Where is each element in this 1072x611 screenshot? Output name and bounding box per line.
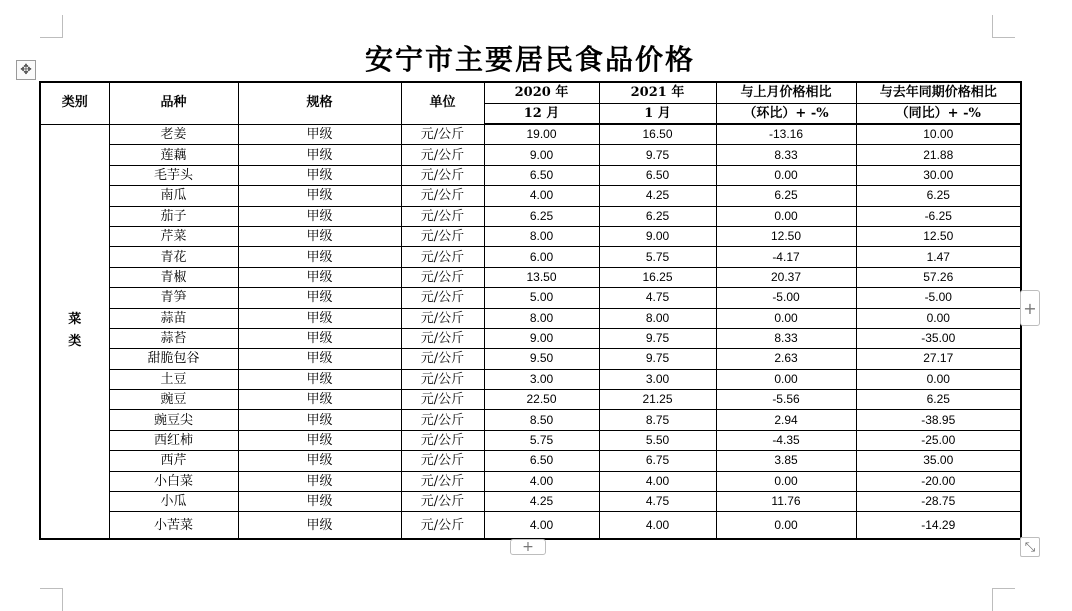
mom-change-cell: 12.50 <box>716 226 856 246</box>
spec-cell: 甲级 <box>238 512 401 540</box>
mom-change-cell: 11.76 <box>716 492 856 512</box>
spec-cell: 甲级 <box>238 328 401 348</box>
yoy-change-cell: 0.00 <box>856 308 1021 328</box>
prev-price-cell: 22.50 <box>484 390 599 410</box>
spec-cell: 甲级 <box>238 145 401 165</box>
table-move-handle[interactable] <box>16 60 36 80</box>
table-row <box>40 124 1021 145</box>
cur-price-cell: 9.75 <box>599 349 716 369</box>
unit-cell: 元/公斤 <box>401 410 484 430</box>
variety-cell: 青花 <box>109 247 238 267</box>
category-label-line1: 菜 <box>68 312 82 328</box>
unit-cell: 元/公斤 <box>401 247 484 267</box>
unit-cell: 元/公斤 <box>401 226 484 246</box>
variety-cell: 西芹 <box>109 451 238 471</box>
yoy-change-cell: 12.50 <box>856 226 1021 246</box>
prev-price-cell: 4.00 <box>484 471 599 491</box>
prev-price-cell: 8.00 <box>484 308 599 328</box>
mom-change-cell: 2.94 <box>716 410 856 430</box>
mom-change-cell: -4.35 <box>716 430 856 450</box>
plus-icon: + <box>1023 298 1037 318</box>
yoy-change-cell: 6.25 <box>856 390 1021 410</box>
cur-price-cell: 4.00 <box>599 471 716 491</box>
header-category: 类别 <box>40 82 109 124</box>
yoy-change-cell: -38.95 <box>856 410 1021 430</box>
mom-change-cell: 6.25 <box>716 186 856 206</box>
unit-cell: 元/公斤 <box>401 186 484 206</box>
cur-price-cell: 9.75 <box>599 328 716 348</box>
prev-price-cell: 9.00 <box>484 145 599 165</box>
variety-cell: 小瓜 <box>109 492 238 512</box>
table-row <box>40 226 1021 246</box>
mom-change-cell: 8.33 <box>716 328 856 348</box>
header-mom-line1: 与上月价格相比 <box>716 82 856 104</box>
prev-price-cell: 6.00 <box>484 247 599 267</box>
prev-price-cell: 5.75 <box>484 430 599 450</box>
prev-price-cell: 9.50 <box>484 349 599 369</box>
yoy-change-cell: -14.29 <box>856 512 1021 540</box>
spec-cell: 甲级 <box>238 410 401 430</box>
add-row-button[interactable] <box>510 539 546 555</box>
mom-change-cell: -4.17 <box>716 247 856 267</box>
table-row <box>40 471 1021 491</box>
page-title: 安宁市主要居民食品价格 <box>364 43 695 76</box>
resize-diagonal-icon: ⤡ <box>1024 539 1036 555</box>
yoy-change-cell: -28.75 <box>856 492 1021 512</box>
variety-cell: 芹菜 <box>109 226 238 246</box>
prev-price-cell: 5.00 <box>484 288 599 308</box>
table-body <box>40 124 1021 539</box>
cur-price-cell: 9.75 <box>599 145 716 165</box>
mom-change-cell: 0.00 <box>716 165 856 185</box>
prev-price-cell: 9.00 <box>484 328 599 348</box>
table-row <box>40 247 1021 267</box>
header-yoy-line2: （同比）+ -% <box>856 104 1021 125</box>
mom-change-cell: 2.63 <box>716 349 856 369</box>
spec-cell: 甲级 <box>238 471 401 491</box>
prev-price-cell: 19.00 <box>484 124 599 145</box>
prev-price-cell: 3.00 <box>484 369 599 389</box>
yoy-change-cell: 35.00 <box>856 451 1021 471</box>
cur-price-cell: 6.50 <box>599 165 716 185</box>
page-corner-mark-bottom-left <box>40 588 63 611</box>
table-row <box>40 369 1021 389</box>
spec-cell: 甲级 <box>238 451 401 471</box>
mom-change-cell: 3.85 <box>716 451 856 471</box>
cur-price-cell: 4.25 <box>599 186 716 206</box>
header-mom-line2: （环比）+ -% <box>716 104 856 125</box>
table-row <box>40 267 1021 287</box>
mom-change-cell: 8.33 <box>716 145 856 165</box>
cur-price-cell: 4.00 <box>599 512 716 540</box>
unit-cell: 元/公斤 <box>401 124 484 145</box>
variety-cell: 青椒 <box>109 267 238 287</box>
spec-cell: 甲级 <box>238 308 401 328</box>
add-column-button[interactable] <box>1020 290 1040 326</box>
mom-change-cell: -5.00 <box>716 288 856 308</box>
cur-price-cell: 16.25 <box>599 267 716 287</box>
yoy-change-cell: -5.00 <box>856 288 1021 308</box>
variety-cell: 西红柿 <box>109 430 238 450</box>
mom-change-cell: 0.00 <box>716 512 856 540</box>
price-table <box>39 81 1022 540</box>
cur-price-cell: 9.00 <box>599 226 716 246</box>
yoy-change-cell: 0.00 <box>856 369 1021 389</box>
spec-cell: 甲级 <box>238 186 401 206</box>
cur-price-cell: 6.75 <box>599 451 716 471</box>
cur-price-cell: 8.75 <box>599 410 716 430</box>
unit-cell: 元/公斤 <box>401 451 484 471</box>
prev-price-cell: 6.25 <box>484 206 599 226</box>
cur-price-cell: 5.50 <box>599 430 716 450</box>
unit-cell: 元/公斤 <box>401 349 484 369</box>
unit-cell: 元/公斤 <box>401 288 484 308</box>
table-row <box>40 288 1021 308</box>
variety-cell: 小苦菜 <box>109 512 238 540</box>
variety-cell: 土豆 <box>109 369 238 389</box>
table-row <box>40 145 1021 165</box>
table-row <box>40 492 1021 512</box>
header-spec: 规格 <box>238 82 401 124</box>
spec-cell: 甲级 <box>238 390 401 410</box>
yoy-change-cell: 30.00 <box>856 165 1021 185</box>
page-corner-mark-bottom-right <box>992 588 1015 611</box>
mom-change-cell: 0.00 <box>716 308 856 328</box>
yoy-change-cell: -25.00 <box>856 430 1021 450</box>
table-row <box>40 410 1021 430</box>
unit-cell: 元/公斤 <box>401 512 484 540</box>
unit-cell: 元/公斤 <box>401 369 484 389</box>
spec-cell: 甲级 <box>238 492 401 512</box>
spec-cell: 甲级 <box>238 349 401 369</box>
unit-cell: 元/公斤 <box>401 390 484 410</box>
mom-change-cell: 0.00 <box>716 471 856 491</box>
cur-price-cell: 4.75 <box>599 288 716 308</box>
yoy-change-cell: -35.00 <box>856 328 1021 348</box>
table-row <box>40 451 1021 471</box>
prev-price-cell: 8.00 <box>484 226 599 246</box>
spec-cell: 甲级 <box>238 430 401 450</box>
mom-change-cell: 0.00 <box>716 369 856 389</box>
spec-cell: 甲级 <box>238 369 401 389</box>
table-row <box>40 186 1021 206</box>
cur-price-cell: 3.00 <box>599 369 716 389</box>
table-row <box>40 206 1021 226</box>
variety-cell: 小白菜 <box>109 471 238 491</box>
header-unit: 单位 <box>401 82 484 124</box>
variety-cell: 豌豆 <box>109 390 238 410</box>
cur-price-cell: 21.25 <box>599 390 716 410</box>
variety-cell: 蒜苗 <box>109 308 238 328</box>
variety-cell: 蒜苔 <box>109 328 238 348</box>
unit-cell: 元/公斤 <box>401 206 484 226</box>
unit-cell: 元/公斤 <box>401 430 484 450</box>
table-resize-handle[interactable] <box>1020 537 1040 557</box>
mom-change-cell: 20.37 <box>716 267 856 287</box>
cur-price-cell: 16.50 <box>599 124 716 145</box>
header-prev-year: 2020 年 <box>484 82 599 104</box>
yoy-change-cell: 21.88 <box>856 145 1021 165</box>
unit-cell: 元/公斤 <box>401 471 484 491</box>
prev-price-cell: 13.50 <box>484 267 599 287</box>
header-yoy-line1: 与去年同期价格相比 <box>856 82 1021 104</box>
unit-cell: 元/公斤 <box>401 492 484 512</box>
variety-cell: 甜脆包谷 <box>109 349 238 369</box>
prev-price-cell: 8.50 <box>484 410 599 430</box>
table-row <box>40 349 1021 369</box>
move-arrows-icon: ✥ <box>20 62 32 78</box>
prev-price-cell: 4.00 <box>484 512 599 540</box>
prev-price-cell: 4.00 <box>484 186 599 206</box>
yoy-change-cell: -6.25 <box>856 206 1021 226</box>
table-row <box>40 390 1021 410</box>
yoy-change-cell: 10.00 <box>856 124 1021 145</box>
spec-cell: 甲级 <box>238 267 401 287</box>
spec-cell: 甲级 <box>238 247 401 267</box>
table-row <box>40 308 1021 328</box>
prev-price-cell: 6.50 <box>484 165 599 185</box>
yoy-change-cell: 57.26 <box>856 267 1021 287</box>
yoy-change-cell: -20.00 <box>856 471 1021 491</box>
table-row <box>40 328 1021 348</box>
header-cur-year: 2021 年 <box>599 82 716 104</box>
cur-price-cell: 8.00 <box>599 308 716 328</box>
header-cur-month: 1 月 <box>599 104 716 125</box>
variety-cell: 老姜 <box>109 124 238 145</box>
unit-cell: 元/公斤 <box>401 267 484 287</box>
unit-cell: 元/公斤 <box>401 308 484 328</box>
spec-cell: 甲级 <box>238 206 401 226</box>
page-corner-mark-top-left <box>40 15 63 38</box>
yoy-change-cell: 6.25 <box>856 186 1021 206</box>
variety-cell: 青笋 <box>109 288 238 308</box>
variety-cell: 豌豆尖 <box>109 410 238 430</box>
yoy-change-cell: 27.17 <box>856 349 1021 369</box>
unit-cell: 元/公斤 <box>401 165 484 185</box>
cur-price-cell: 5.75 <box>599 247 716 267</box>
variety-cell: 南瓜 <box>109 186 238 206</box>
spec-cell: 甲级 <box>238 288 401 308</box>
variety-cell: 毛芋头 <box>109 165 238 185</box>
yoy-change-cell: 1.47 <box>856 247 1021 267</box>
spec-cell: 甲级 <box>238 226 401 246</box>
unit-cell: 元/公斤 <box>401 328 484 348</box>
table-row <box>40 512 1021 540</box>
variety-cell: 莲藕 <box>109 145 238 165</box>
mom-change-cell: -5.56 <box>716 390 856 410</box>
unit-cell: 元/公斤 <box>401 145 484 165</box>
mom-change-cell: -13.16 <box>716 124 856 145</box>
prev-price-cell: 6.50 <box>484 451 599 471</box>
variety-cell: 茄子 <box>109 206 238 226</box>
cur-price-cell: 4.75 <box>599 492 716 512</box>
cur-price-cell: 6.25 <box>599 206 716 226</box>
page-corner-mark-top-right <box>992 15 1015 38</box>
plus-icon: + <box>522 539 534 555</box>
category-label-line2: 类 <box>68 334 82 350</box>
prev-price-cell: 4.25 <box>484 492 599 512</box>
spec-cell: 甲级 <box>238 165 401 185</box>
category-cell <box>40 124 109 539</box>
mom-change-cell: 0.00 <box>716 206 856 226</box>
table-row <box>40 165 1021 185</box>
header-variety: 品种 <box>109 82 238 124</box>
table-row <box>40 430 1021 450</box>
spec-cell: 甲级 <box>238 124 401 145</box>
header-prev-month: 12 月 <box>484 104 599 125</box>
